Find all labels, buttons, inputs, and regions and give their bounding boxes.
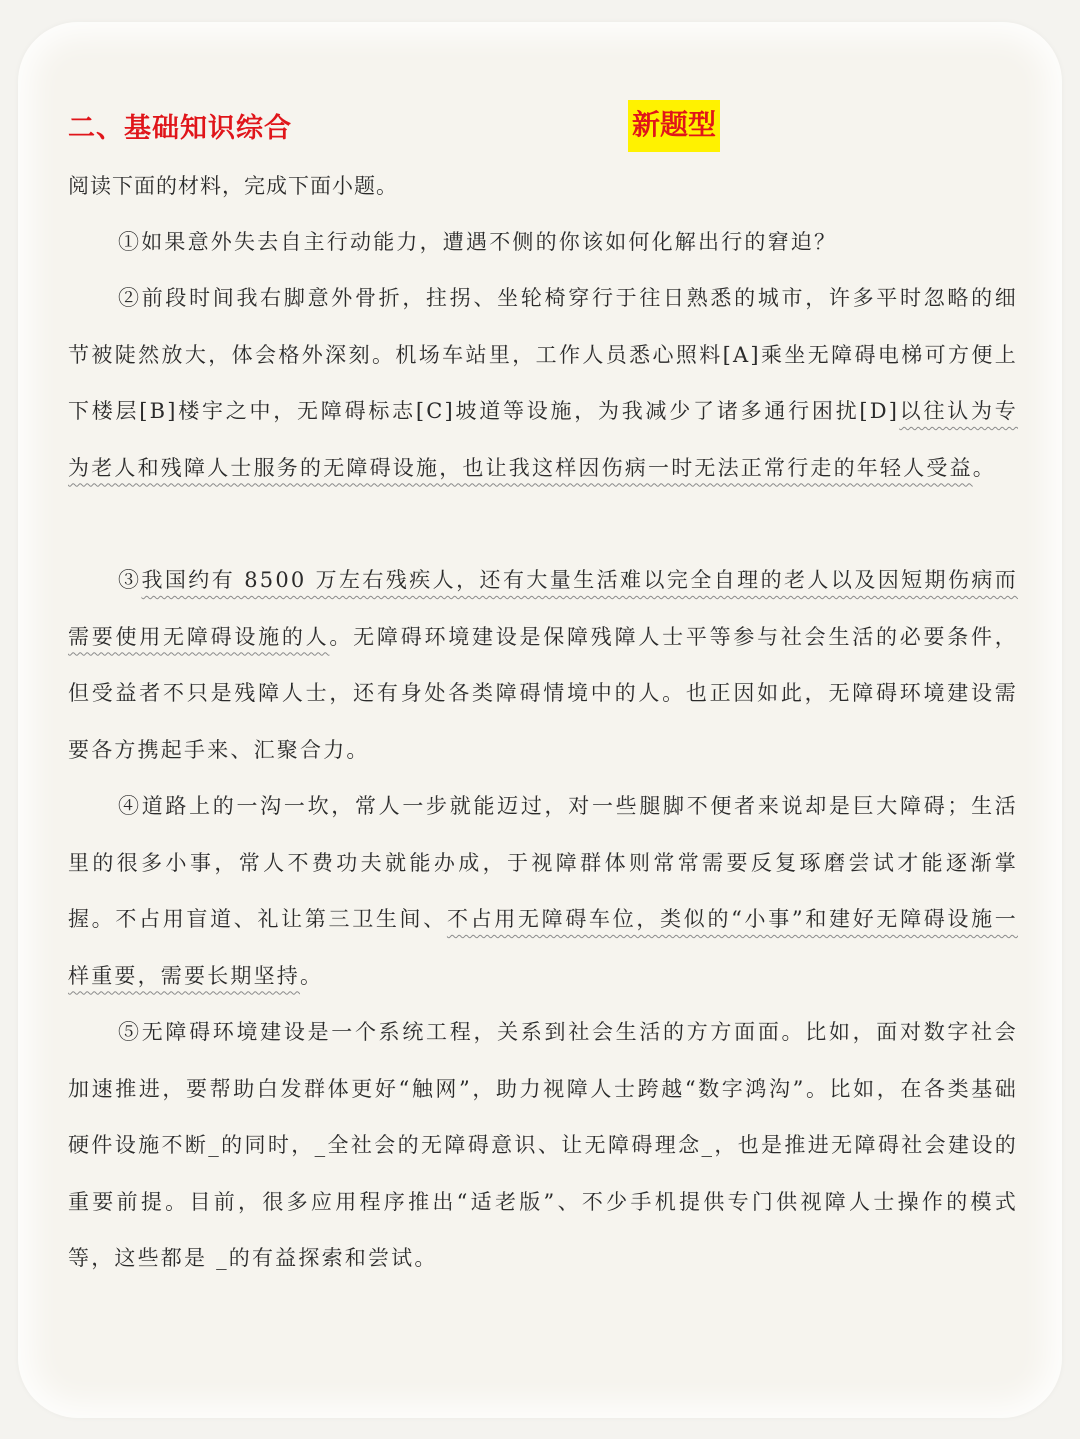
header-row	[68, 100, 1018, 160]
document-content	[68, 100, 1019, 1270]
paragraph-2-text-before: ②前段时间我右脚意外骨折，拄拐、坐轮椅穿行于往日熟悉的城市，许多平时忽略的细节被陡然放大，体会格外深刻。机场车站里，工作人员悉心照料[A]乘坐无障碍电梯可方便上下楼层[B]楼宇之中，无障碍标志[C]坡道等设施，为我减少了诸多通行困扰[D]	[68, 286, 1018, 423]
paragraph-4	[68, 778, 1018, 1004]
paragraph-4-text-before: ④道路上的一沟一坎，常人一步就能迈过，对一些腿脚不便者来说却是巨大障碍；生活里的很多小事，常人不费功夫就能办成，于视障群体则常常需要反复琢磨尝试才能逐渐掌握。不占用盲道、礼让第三卫生间、	[68, 794, 1018, 931]
instruction-text: 阅读下面的材料，完成下面小题。	[68, 174, 398, 198]
paragraph-2-underlined-sentence: 以往认为专为老人和残障人士服务的无障碍设施，也让我这样因伤病一时无法正常行走的年轻人受益	[68, 399, 1019, 480]
paragraph-1-text: ①如果意外失去自主行动能力，遭遇不侧的你该如何化解出行的窘迫？	[118, 230, 838, 254]
paragraph-5-text: ⑤无障碍环境建设是一个系统工程，关系到社会生活的方方面面。比如，面对数字社会加速推进，要帮助白发群体更好“触网”，助力视障人士跨越“数字鸿沟”。比如，在各类基础硬件设施不断_的同时，_全社会的无障碍意识、让无障碍理念_，也是推进无障碍社会建设的重要前提。目前，很多应用程序推出“适老版”、不少手机提供专门供视障人士操作的模式等，这些都是 _的有益探索和尝试。	[68, 1020, 1018, 1270]
paragraph-5	[68, 1004, 1018, 1287]
paragraph-4-text-after: 。	[300, 963, 324, 988]
section-title: 二、基础知识综合	[68, 113, 292, 144]
paragraph-3	[68, 552, 1018, 778]
paragraph-2-text-after: 。	[972, 455, 996, 480]
paragraph-3-text-after: 。无障碍环境建设是保障残障人士平等参与社会生活的必要条件，但受益者不只是残障人士，还有身处各类障碍情境中的人。也正因如此，无障碍环境建设需要各方携起手来、汇聚合力。	[68, 624, 1018, 762]
new-question-type-badge: 新题型	[628, 100, 720, 152]
paragraph-1	[68, 214, 1018, 271]
paragraph-2	[68, 270, 1018, 496]
paragraph-3-text-before: ③	[118, 568, 142, 592]
paragraph-3-underlined-sentence: 我国约有 8500 万左右残疾人，还有大量生活难以完全自理的老人以及因短期伤病而需要使用无障碍设施的人	[68, 568, 1019, 649]
paragraph-4-underlined-sentence: 不占用无障碍车位，类似的“小事”和建好无障碍设施一样重要，需要长期坚持	[68, 907, 1018, 988]
